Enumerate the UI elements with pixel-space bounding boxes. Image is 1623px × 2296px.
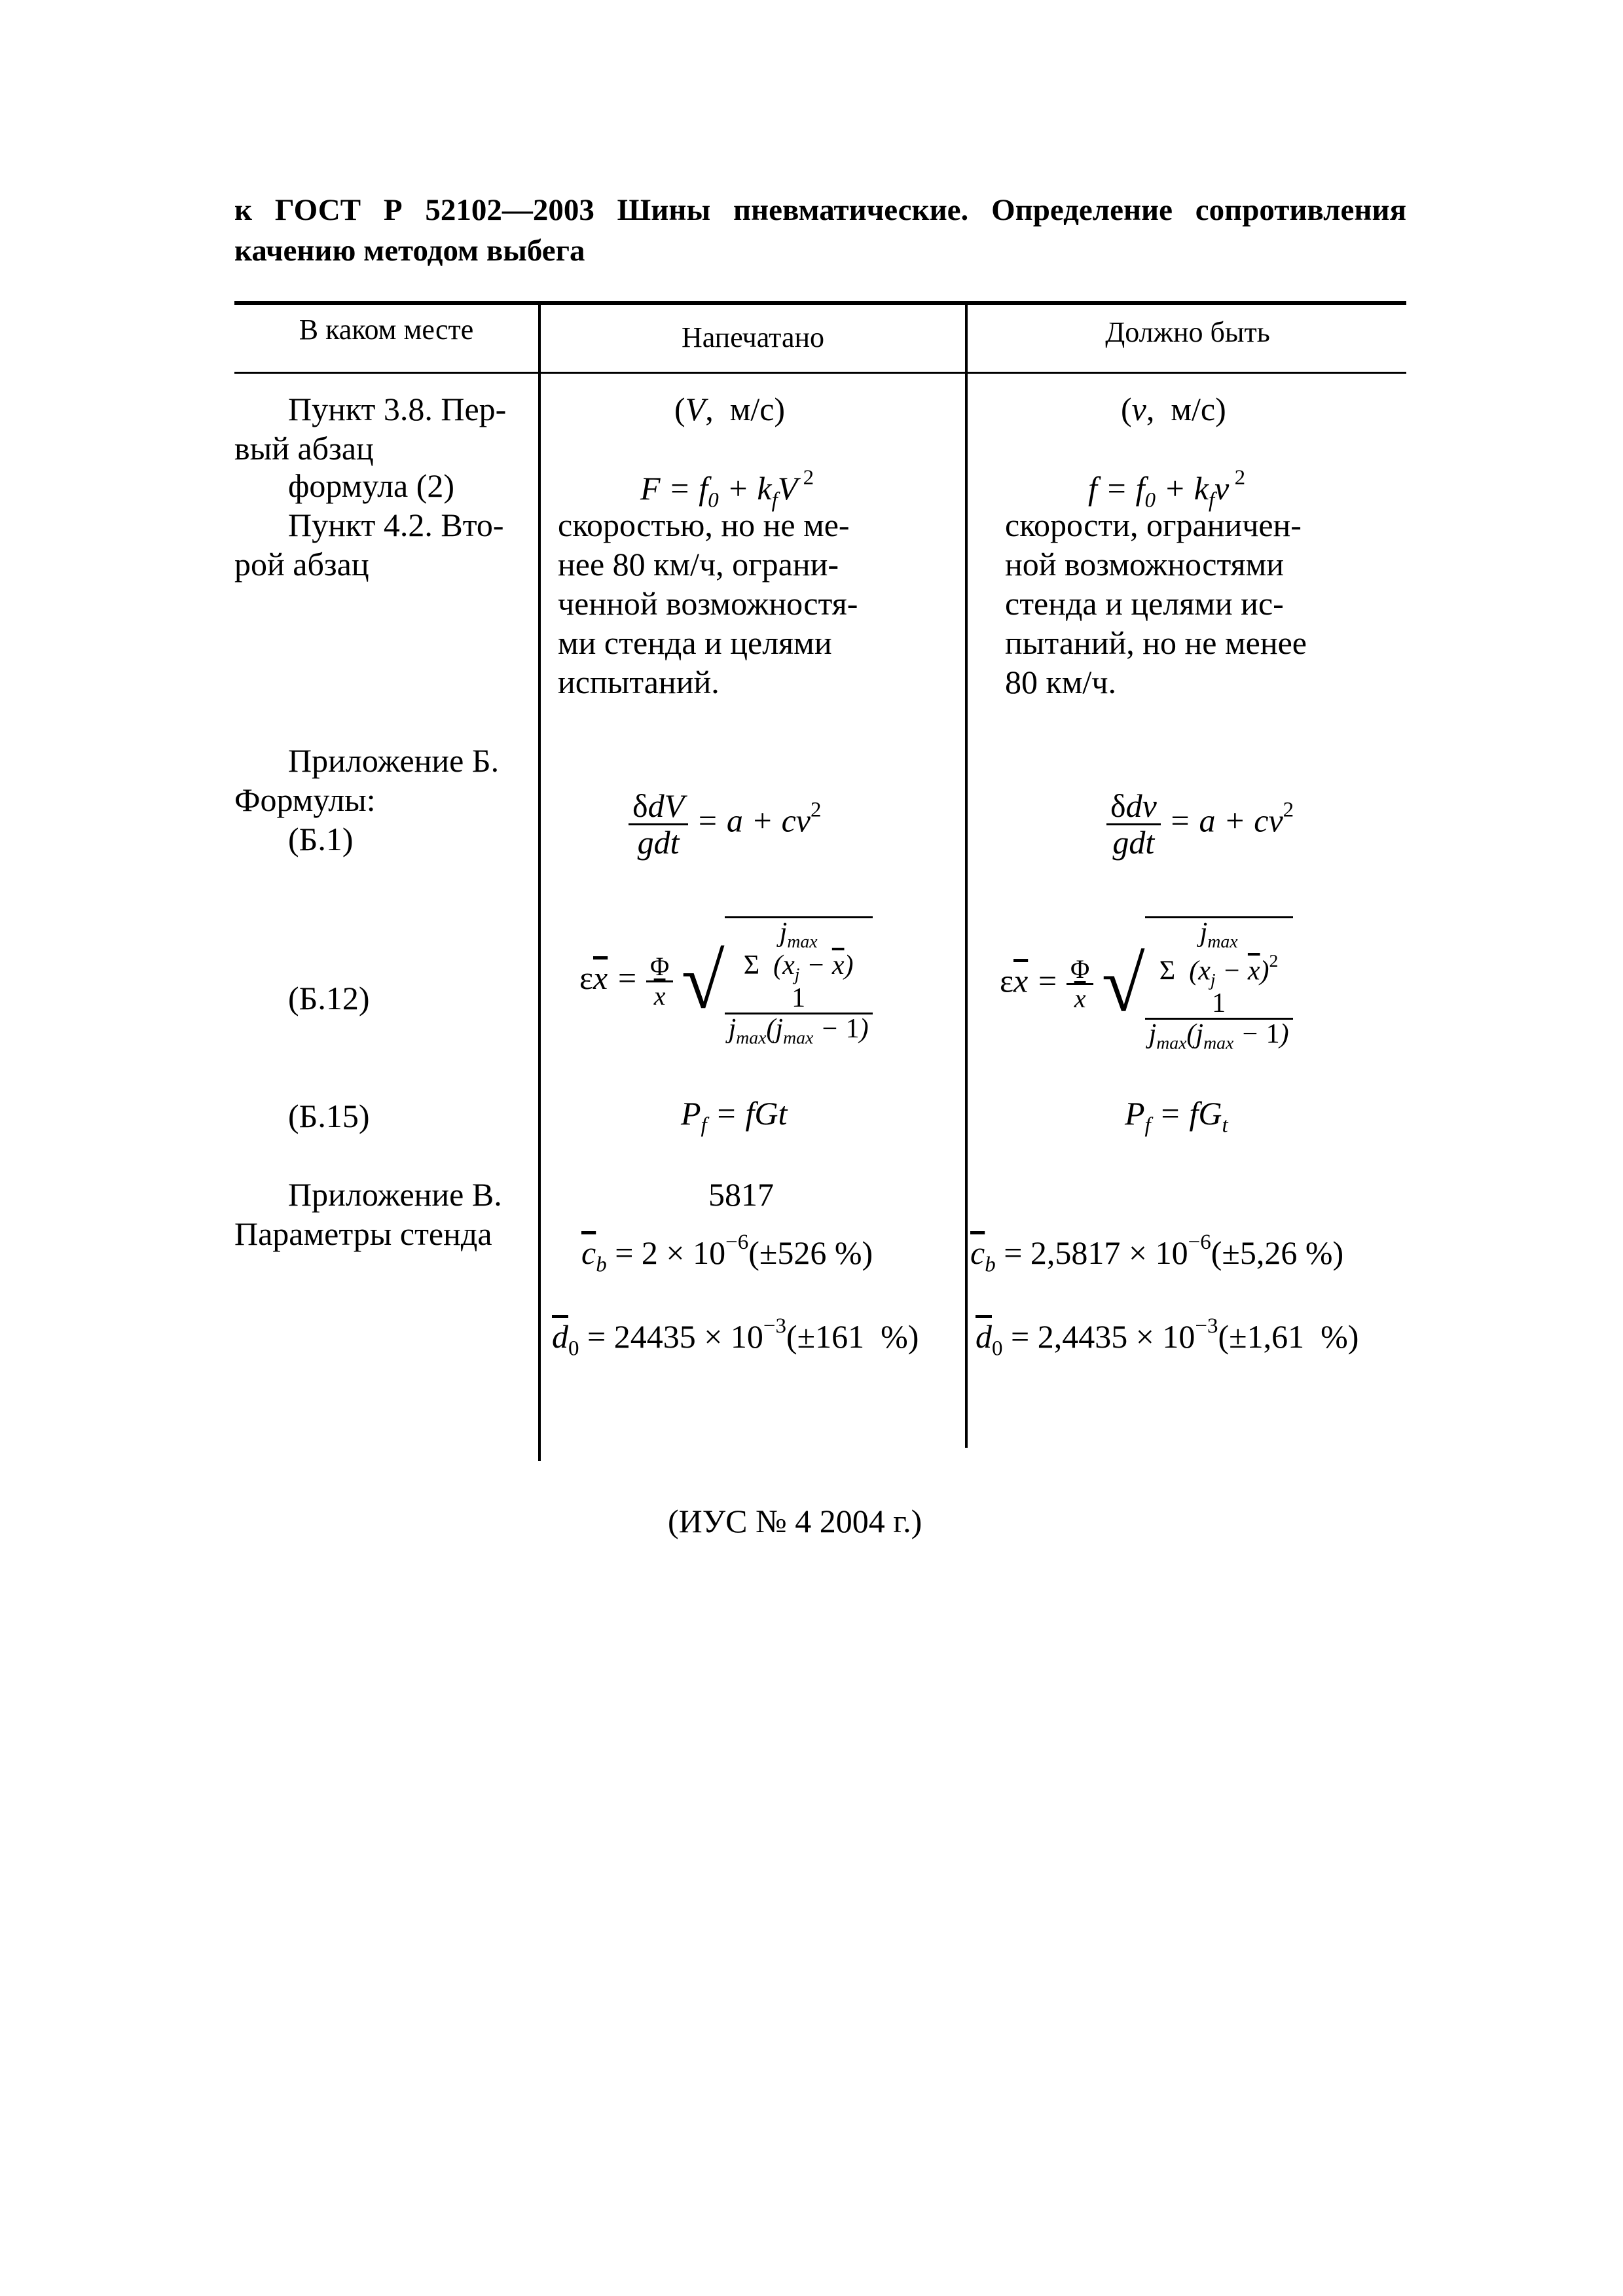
- table-column-divider-1: [538, 301, 541, 1461]
- printed-units: (V, м/с): [674, 391, 786, 427]
- should-formula-b12: $\varepsilon\overline{x}$ = $\frac{\Phi}{x}$ √ $j_{max}$ Σ $(x_j - \overline{x})^2$ 1 $j_{max}(j_{max} - 1)$: [1000, 916, 1293, 1052]
- printed-formula-2: $F = f_0 + k_fV$ $^2$: [640, 466, 814, 512]
- place-formulas-label: Формулы:: [234, 781, 376, 818]
- place-clause-4-2: Пункт 4.2. Вто- рой абзац: [234, 507, 504, 583]
- place-formula-b15: (Б.15): [288, 1098, 370, 1134]
- should-formula-b15: $P_f = fG_t$: [1125, 1095, 1228, 1138]
- table-header-rule: [234, 372, 1406, 374]
- table-top-rule: [234, 301, 1406, 305]
- should-param-cb: $\overline{c}_b = 2,5817 \times 10^{-6}(\pm 5,26$ %): [970, 1230, 1344, 1277]
- printed-formula-b12: $\varepsilon\overline{x}$ = $\frac{\Phi}{x}$ √ $j_{max}$ Σ $(x_j - \overline{x})$ 1 $j_{max}(j_{max} - 1)$: [579, 916, 873, 1047]
- header-should-be: Должно быть: [1105, 316, 1270, 348]
- should-formula-2: $f = f_0 + k_fv$ $^2$: [1088, 466, 1246, 512]
- should-clause-text: скорости, ограничен- ной возможностями стенда и целями ис- пытаний, но не менее 80 км/ч.: [1005, 507, 1307, 700]
- place-formula-b1: (Б.1): [288, 821, 354, 857]
- place-annex-b: Приложение Б.: [288, 742, 500, 779]
- should-units: (v, м/с): [1121, 391, 1226, 427]
- printed-param-cb: $\overline{c}_b = 2 \times 10^{-6}(\pm 526$ %): [581, 1230, 873, 1277]
- place-clause-3-8: Пункт 3.8. Пер- вый абзац: [234, 391, 507, 467]
- footer-source: (ИУС № 4 2004 г.): [668, 1503, 922, 1539]
- printed-value-5817: 5817: [708, 1176, 774, 1213]
- header-place: В каком месте: [299, 314, 474, 346]
- document-title: к ГОСТ Р 52102—2003 Шины пневматические. Определение сопротивления качению методом выбега: [234, 193, 1406, 268]
- place-formula-b12: (Б.12): [288, 980, 370, 1016]
- place-formula-2: формула (2): [288, 467, 455, 504]
- should-param-d0: $\overline{d}_0 = 2,4435 \times 10^{-3}(\pm 1,61$ %): [976, 1314, 1359, 1361]
- printed-formula-b15: $P_f$ = fGt: [681, 1095, 788, 1138]
- table-column-divider-2: [965, 301, 968, 1448]
- printed-param-d0: $\overline{d}_0 = 24435 \times 10^{-3}(\pm 161$ %): [552, 1314, 919, 1361]
- place-annex-v: Приложение В. Параметры стенда: [234, 1176, 502, 1252]
- header-printed: Напечатано: [681, 321, 825, 353]
- should-formula-b1: $\frac{\text{δdv}}{\text{gdt}}$ = $a + cv^2$: [1106, 789, 1294, 859]
- printed-formula-b1: $\frac{\text{δdV}}{\text{gdt}}$ = $a + cv^2$: [629, 789, 821, 859]
- printed-clause-text: скоростью, но не ме- нее 80 км/ч, ограни- ченной возможностя- ми стенда и целями испытаний.: [558, 507, 858, 700]
